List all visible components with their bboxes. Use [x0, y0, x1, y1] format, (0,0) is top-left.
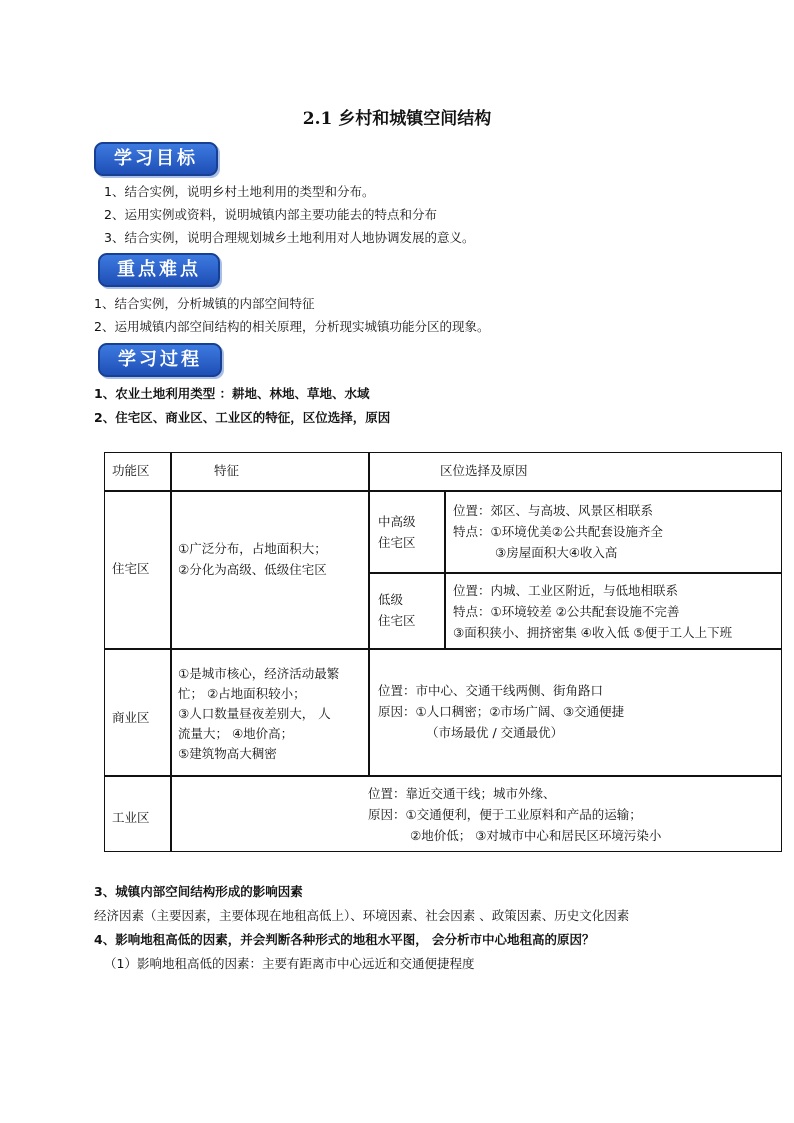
commercial-feature-1: ①是城市核心，经济活动最繁 [178, 666, 340, 681]
question-2: 2、住宅区、商业区、工业区的特征，区位选择，原因 [94, 410, 391, 425]
high-residential-label-2: 住宅区 [378, 535, 416, 550]
learning-goals-badge: 学习目标 [94, 142, 218, 176]
low-residential-line-2: 特点：①环境较差 ②公共配套设施不完善 [453, 604, 680, 619]
goal-line-3: 3、结合实例，说明合理规划城乡土地利用对人地协调发展的意义。 [104, 230, 475, 245]
table-vline [170, 452, 172, 852]
high-residential-line-2: 特点：①环境优美②公共配套设施齐全 [453, 524, 663, 539]
low-residential-label-1: 低级 [378, 592, 404, 607]
question-1: 1、农业土地利用类型 ：耕地、林地、草地、水域 [94, 386, 370, 401]
function-zone-table [104, 452, 782, 852]
table-vline [444, 490, 446, 648]
key-points-badge: 重点难点 [98, 253, 220, 287]
goal-line-2: 2、运用实例或资料，说明城镇内部主要功能去的特点和分布 [104, 207, 437, 222]
commercial-line-1: 位置：市中心、交通干线两侧、街角路口 [378, 683, 604, 698]
commercial-feature-5: ⑤建筑物高大稠密 [178, 746, 277, 761]
low-residential-label-2: 住宅区 [378, 613, 416, 628]
high-residential-line-1: 位置：郊区、与高坡、风景区相联系 [453, 503, 654, 518]
low-residential-line-3: ③面积狭小、拥挤密集 ④收入低 ⑤便于工人上下班 [453, 625, 733, 640]
industrial-label: 工业区 [112, 810, 150, 825]
industrial-line-3: ②地价低； ③对城市中心和居民区环境污染小 [410, 828, 662, 843]
commercial-feature-4: 流量大； ④地价高； [178, 726, 294, 741]
table-hline [104, 490, 782, 492]
low-residential-line-1: 位置：内城、工业区附近，与低地相联系 [453, 583, 679, 598]
header-features: 特征 [214, 463, 240, 478]
industrial-line-1: 位置：靠近交通干线；城市外缘、 [368, 786, 556, 801]
commercial-feature-2: 忙； ②占地面积较小； [178, 686, 306, 701]
commercial-label: 商业区 [112, 710, 150, 725]
residential-feature-2: ②分化为高级、低级住宅区 [178, 562, 327, 577]
key-line-1: 1、结合实例，分析城镇的内部空间特征 [94, 296, 315, 311]
high-residential-label-1: 中高级 [378, 514, 416, 529]
goal-line-1: 1、结合实例，说明乡村土地利用的类型和分布。 [104, 184, 375, 199]
page-title: 2.1 乡村和城镇空间结构 [302, 109, 492, 129]
table-hline [104, 775, 782, 777]
table-hline [368, 572, 782, 574]
key-line-2: 2、运用城镇内部空间结构的相关原理，分析现实城镇功能分区的现象。 [94, 319, 490, 334]
question-3-answer: 经济因素（主要因素，主要体现在地租高低上）、环境因素、社会因素 、政策因素、历史文化因素 [94, 908, 630, 923]
high-residential-line-3: ③房屋面积大④收入高 [495, 545, 618, 560]
commercial-line-2: 原因：①人口稠密；②市场广阔、③交通便捷 [378, 704, 625, 719]
header-zone: 功能区 [112, 463, 150, 478]
question-4: 4、影响地租高低的因素，并会判断各种形式的地租水平图， 会分析市中心地租高的原因？ [94, 932, 595, 947]
residential-feature-1: ①广泛分布，占地面积大； [178, 541, 327, 556]
question-4-answer: （1）影响地租高低的因素：主要有距离市中心远近和交通便捷程度 [104, 956, 475, 971]
commercial-feature-3: ③人口数量昼夜差别大， 人 [178, 706, 331, 721]
table-vline [368, 452, 370, 777]
table-hline [104, 648, 782, 650]
learning-process-badge: 学习过程 [98, 343, 222, 377]
question-3: 3、城镇内部空间结构形成的影响因素 [94, 884, 303, 899]
residential-label: 住宅区 [112, 561, 150, 576]
header-location: 区位选择及原因 [440, 463, 528, 478]
commercial-line-3: （市场最优 / 交通最优） [426, 725, 564, 740]
industrial-line-2: 原因：①交通便利，便于工业原料和产品的运输； [368, 807, 642, 822]
